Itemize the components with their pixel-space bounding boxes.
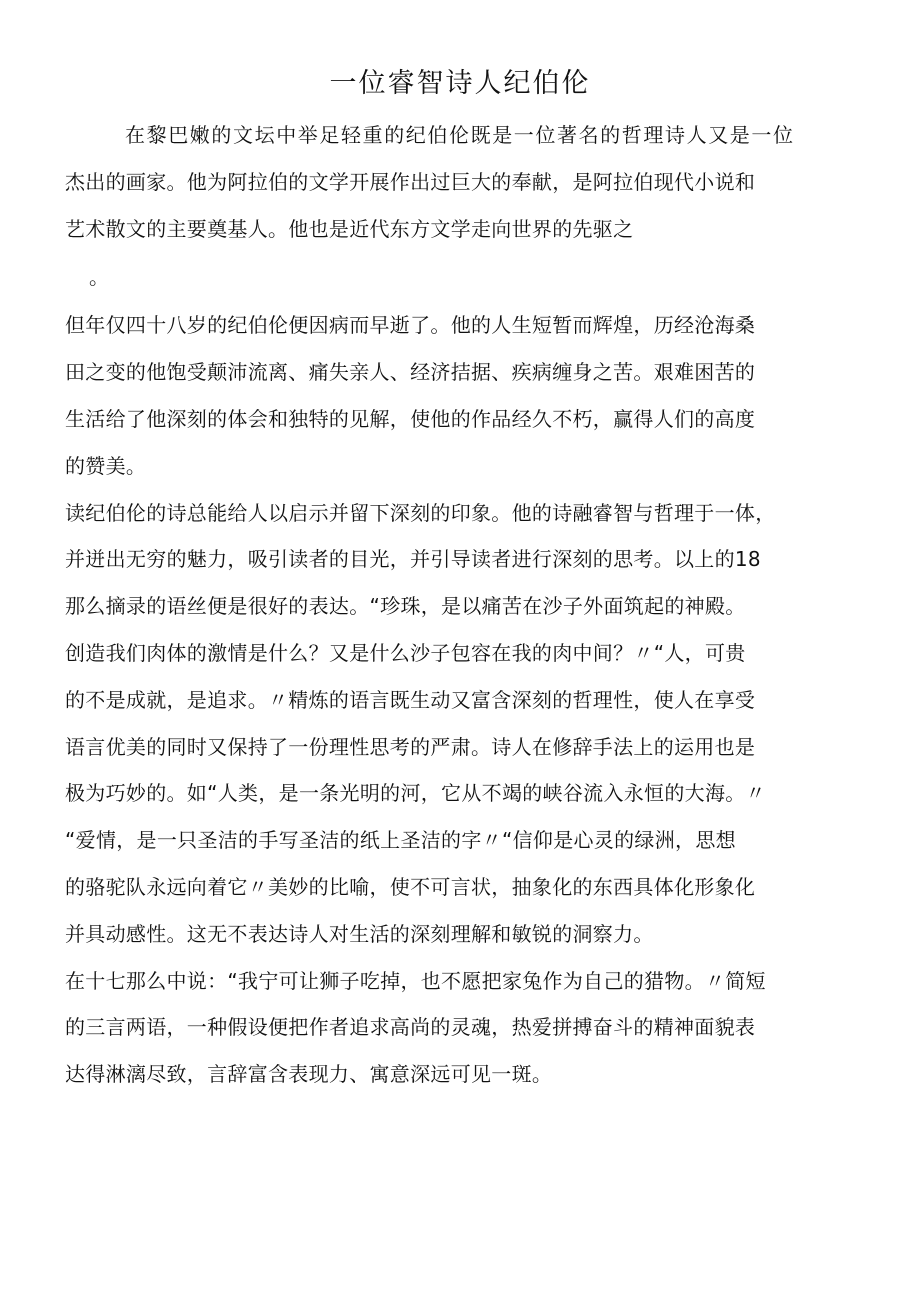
paragraph-4 <box>65 958 865 1098</box>
paragraph-line: 生活给了他深刻的体会和独特的见解，使他的作品经久不朽，赢得人们的高度 <box>65 406 756 431</box>
document-title: 一位睿智诗人纪伯伦 <box>329 68 591 99</box>
paragraph-1 <box>65 112 865 302</box>
paragraph-line: 。 <box>89 265 110 290</box>
paragraph-line: 但年仅四十八岁的纪伯伦便因病而早逝了。他的人生短暂而辉煌，历经沧海桑 <box>65 313 756 338</box>
paragraph-line: 的骆驼队永远向着它〃美妙的比喻，使不可言状，抽象化的东西具体化形象化 <box>65 874 756 899</box>
paragraph-line: 杰出的画家。他为阿拉伯的文学开展作出过巨大的奉献，是阿拉伯现代小说和 <box>65 169 756 194</box>
paragraph-line: 在黎巴嫩的文坛中举足轻重的纪伯伦既是一位著名的哲理诗人又是一位 <box>125 123 795 147</box>
paragraph-line: 创造我们肉体的激情是什么？又是什么沙子包容在我的肉中间？〃“人，可贵 <box>65 640 746 665</box>
paragraph-3 <box>65 490 865 958</box>
paragraph-line: 的不是成就，是追求。〃精炼的语言既生动又富含深刻的哲理性，使人在享受 <box>65 687 756 712</box>
paragraph-line: 那么摘录的语丝便是很好的表达。“珍珠，是以痛苦在沙子外面筑起的神殿。 <box>65 594 746 619</box>
paragraph-line: 的三言两语，一种假设便把作者追求高尚的灵魂，热爱拼搏奋斗的精神面貌表 <box>65 1015 756 1040</box>
paragraph-line: 并迸出无穷的魅力，吸引读者的目光，并引导读者进行深刻的思考。以上的18 <box>65 547 761 572</box>
paragraph-line: “爱情，是一只圣洁的手写圣洁的纸上圣洁的字〃“信仰是心灵的绿洲，思想 <box>65 828 736 853</box>
paragraph-line: 的赞美。 <box>65 453 147 478</box>
paragraph-line: 读纪伯伦的诗总能给人以启示并留下深刻的印象。他的诗融睿智与哲理于一体， <box>65 500 776 525</box>
paragraph-line: 并具动感性。这无不表达诗人对生活的深刻理解和敏锐的洞察力。 <box>65 921 654 946</box>
paragraph-line: 艺术散文的主要奠基人。他也是近代东方文学走向世界的先驱之 <box>65 216 634 241</box>
document-body <box>65 112 865 1098</box>
paragraph-line: 语言优美的同时又保持了一份理性思考的严肃。诗人在修辞手法上的运用也是 <box>65 734 756 759</box>
paragraph-line: 在十七那么中说：“我宁可让狮子吃掉，也不愿把家兔作为自己的猎物。〃简短 <box>65 968 766 993</box>
paragraph-line: 达得淋漓尽致，言辞富含表现力、寓意深远可见一斑。 <box>65 1062 553 1087</box>
paragraph-line: 田之变的他饱受颠沛流离、痛失亲人、经济拮据、疾病缠身之苦。艰难困苦的 <box>65 360 756 385</box>
paragraph-line: 极为巧妙的。如“人类，是一条光明的河，它从不竭的峡谷流入永恒的大海。〃 <box>65 781 766 806</box>
paragraph-2 <box>65 302 865 489</box>
